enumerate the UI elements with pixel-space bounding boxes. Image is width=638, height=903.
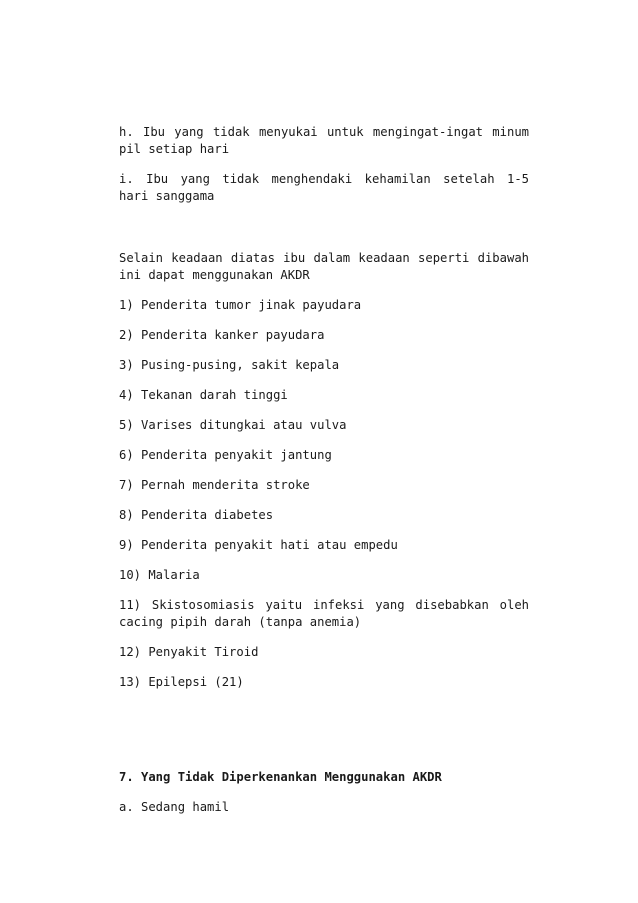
condition-item-1: 1) Penderita tumor jinak payudara bbox=[119, 298, 362, 312]
condition-item-12: 12) Penyakit Tiroid bbox=[119, 645, 259, 659]
condition-item-13: 13) Epilepsi (21) bbox=[119, 675, 244, 689]
page-content bbox=[119, 124, 529, 829]
condition-item-8: 8) Penderita diabetes bbox=[119, 508, 274, 522]
condition-item-10: 10) Malaria bbox=[119, 568, 200, 582]
condition-item-3: 3) Pusing-pusing, sakit kepala bbox=[119, 358, 340, 372]
condition-item-4: 4) Tekanan darah tinggi bbox=[119, 388, 288, 402]
list-item-h: h. Ibu yang tidak menyukai untuk mengingat-ingat minum pil setiap hari bbox=[119, 125, 529, 156]
condition-item-2: 2) Penderita kanker payudara bbox=[119, 328, 325, 342]
condition-item-9: 9) Penderita penyakit hati atau empedu bbox=[119, 538, 398, 552]
condition-item-5: 5) Varises ditungkai atau vulva bbox=[119, 418, 347, 432]
spacer bbox=[119, 704, 529, 769]
condition-item-11: 11) Skistosomiasis yaitu infeksi yang disebabkan oleh cacing pipih darah (tanpa anemia) bbox=[119, 598, 529, 629]
section-heading: 7. Yang Tidak Diperkenankan Menggunakan AKDR bbox=[119, 770, 442, 784]
spacer bbox=[119, 218, 529, 250]
list-item-i: i. Ibu yang tidak menghendaki kehamilan setelah 1-5 hari sanggama bbox=[119, 172, 529, 203]
condition-item-6: 6) Penderita penyakit jantung bbox=[119, 448, 332, 462]
lead-paragraph: Selain keadaan diatas ibu dalam keadaan seperti dibawah ini dapat menggunakan AKDR bbox=[119, 251, 529, 282]
section-item-a: a. Sedang hamil bbox=[119, 800, 230, 814]
condition-item-7: 7) Pernah menderita stroke bbox=[119, 478, 310, 492]
